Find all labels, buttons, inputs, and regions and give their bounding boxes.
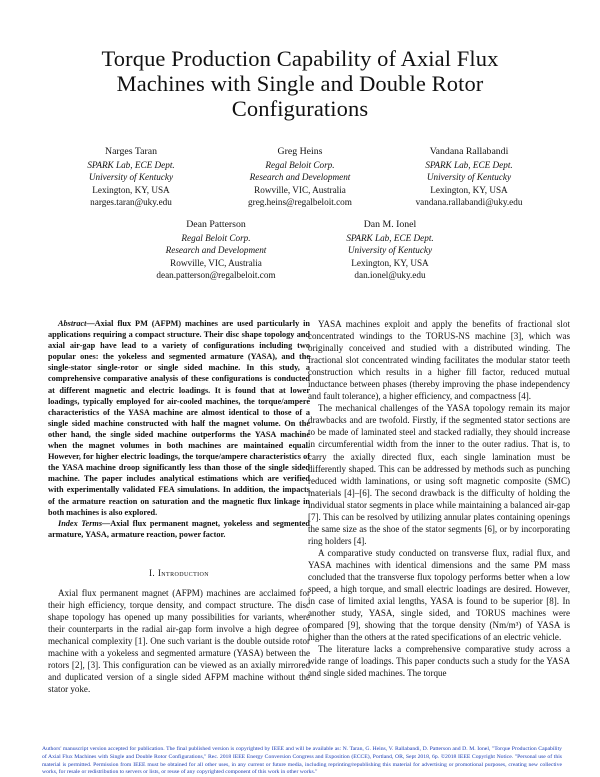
intro-paragraph: Axial flux permanent magnet (AFPM) machines are acclaimed for their high efficiency, torque density, and compact structure. The disc shape topology has opened up many possibilities for variants, where their counterparts in the radial air-gap form involve a high degree of mechanical complexity [1]. One such variant is the double outside rotor machine with a yokeless and segmented armature (YASA) between the rotors [2], [3]. This configuration can be viewed as an axially mirrored and duplicated version of a single sided AFPM machine without the stator yoke. [48,587,310,695]
body-paragraph: The mechanical challenges of the YASA topology remain its major drawbacks and are twofold. Firstly, if the segmented stator sections are to be made of laminated steel and stacked radially, they should increase in circumferential width from the inner to the outer radius. That is, to carry the axially directed flux, each single lamination must be differently shaped. This can be addressed by methods such as punching reduced width laminations, or using soft magnetic composite (SMC) materials [4]–[6]. The second drawback is the difficulty of holding the individual stator segments in place while maintaining a balanced air-gap [7]. This can be resolved by utilizing annular plates containing openings the same size as the shoe of the stator segments [6], or by incorporating ring holders [4]. [308,403,570,546]
index-terms-label: Index Terms [58,518,103,528]
body-paragraph: A comparative study conducted on transverse flux, radial flux, and YASA machines with identical dimensions and the same PM mass concluded that the transverse flux topology performs better when a low speed, a high torque, and small electric loadings are desired. However, in case of limited axial lengths, YASA is found to be superior [8]. In another study, YASA, single sided, and TORUS machines were compared [9], showing that the torque density (Nm/m³) of YASA is higher than the others at the rated specifications of an electric vehicle. [308,547,570,643]
author-affiliation: SPARK Lab, ECE Dept. [346,232,434,243]
author-affiliation: SPARK Lab, ECE Dept. [425,159,513,170]
author-email: greg.heins@regalbeloit.com [248,197,352,208]
paper-title [60,46,540,121]
left-column [48,318,310,695]
author-email: dan.ionel@uky.edu [354,270,426,281]
author-location: Rowville, VIC, Australia [170,257,262,268]
author-email: vandana.rallabandi@uky.edu [415,197,523,208]
author-email: narges.taran@uky.edu [90,197,172,208]
author-name: Narges Taran [105,146,157,157]
author-institution: Research and Development [165,245,267,256]
author-location: Lexington, KY, USA [430,184,508,195]
index-terms [48,518,310,540]
author-institution: Research and Development [249,172,351,183]
index-terms-text: —Axial flux permanent magnet, yokeless and segmented armature, YASA, armature reaction, power factor. [48,518,310,539]
right-column [308,318,570,679]
author-name: Greg Heins [277,146,323,157]
body-paragraph: The literature lacks a comprehensive comparative study across a wide range of loadings. This paper conducts such a study for the YASA and single sided machines. The torque [308,644,570,679]
body-paragraph: YASA machines exploit and apply the benefits of fractional slot concentrated windings to the TORUS-NS machine [3], which was originally conceived and studied with a distributed winding. The fractional slot concentrated winding facilitates the modular stator teeth construction which results in a higher fill factor, reduced mutual inductance between phases (thereby improving the phase independency and fault tolerance), a higher efficiency, and compactness [4]. [308,319,570,402]
section-title: Introduction [157,567,210,578]
author-email: dean.patterson@regalbeloit.com [156,270,276,281]
author-block [224,146,376,209]
author-location: Lexington, KY, USA [351,257,429,268]
title-line-2: Machines with Single and Double Rotor [116,71,484,96]
author-institution: University of Kentucky [426,172,512,183]
author-institution: University of Kentucky [347,245,433,256]
abstract-text: —Axial flux PM (AFPM) machines are used particularly in applications requiring a compact structure. Their disc shape topology and axial air-gap have lead to a variety of configurations including two popular ones: the yokeless and segmented armature (YASA), and the single-stator single-rotor or single sided machine. In this study, a comprehensive comparative analysis of these configurations is conducted at different magnetic and electric loadings. It is found that at lower loadings, typically employed for air-cooled machines, the torque/ampere characteristics of the YASA machine are almost identical to those of a single sided machine constructed with half the magnet volume. On the other hand, the single sided machine outperforms the YASA machine when the magnet volumes in both machines are maintained equal. However, for higher electric loadings, the torque/ampere characteristics of the YASA machine droop significantly less than those of the single sided machine. The paper includes analytical estimations which are verified with experimentally validated FEA simulations. In addition, the impacts of the armature reaction on saturation and the magnetic flux linkage in both machines is also explored. [48,319,310,517]
title-line-1: Torque Production Capability of Axial Flux [101,46,499,71]
author-location: Rowville, VIC, Australia [254,184,346,195]
section-heading [48,567,310,579]
author-institution: University of Kentucky [88,172,174,183]
author-affiliation: SPARK Lab, ECE Dept. [87,159,175,170]
spacer [48,540,310,567]
author-block [320,219,460,282]
author-affiliation: Regal Beloit Corp. [181,232,251,243]
author-name: Dan M. Ionel [363,219,417,230]
author-affiliation: Regal Beloit Corp. [265,159,335,170]
abstract-label: Abstract [58,319,87,328]
author-block [140,219,292,282]
spacer [48,579,310,587]
author-name: Vandana Rallabandi [429,146,509,157]
author-name: Dean Patterson [186,219,246,230]
copyright-footer: Authors' manuscript version accepted for publication. The final published version is copyrighted by IEEE and will be available as: N. Taran, G. Heins, V. Rallabandi, D. Patterson and D. M. Ionel, "Torque Production Capability of Axial Flux Machines with Single and Double Rotor Configurations," Rec. 2018 IEEE Energy Conversion Congress and Exposition (ECCE), Portland, OR, Sept 2018, 6p. ©2018 IEEE Copyright Notice. "Personal use of this material is permitted. Permission from IEEE must be obtained for all other uses, in any current or future media, including reprinting/republishing this material for advertising or promotional purposes, creating new collective works, for resale or redistribution to servers or lists, or reuse of any copyrighted component of this work in other works." [42,746,562,776]
author-block [394,146,544,209]
section-number: I. [148,567,156,578]
abstract [48,318,310,518]
author-block [56,146,206,209]
title-line-3: Configurations [231,96,369,121]
author-location: Lexington, KY, USA [92,184,170,195]
